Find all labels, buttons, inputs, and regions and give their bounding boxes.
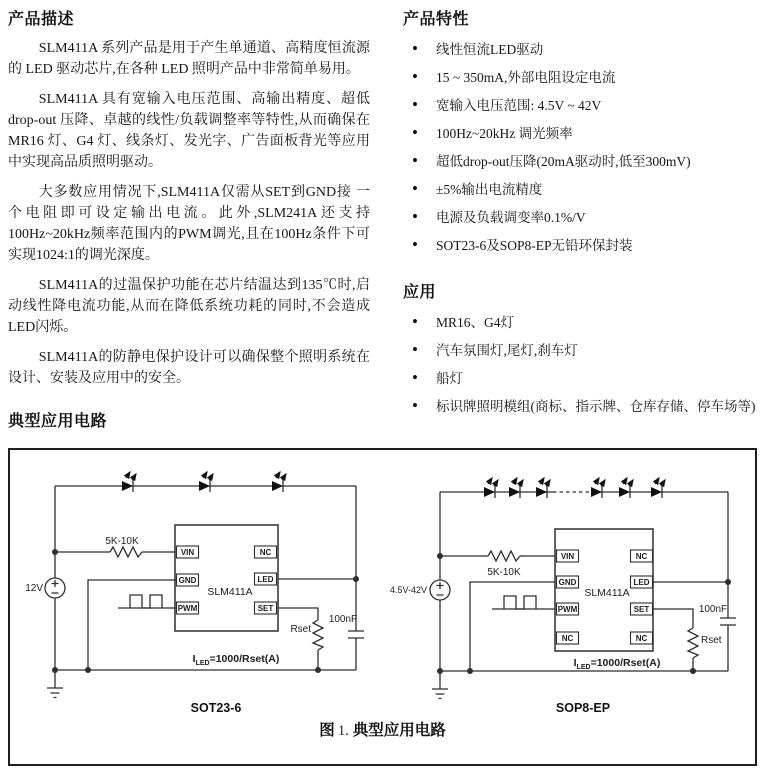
wire <box>88 580 176 670</box>
pin-label-pwm: PWM <box>177 604 198 613</box>
led-icon <box>591 478 605 498</box>
pin-label-nc: NC <box>259 548 272 557</box>
features-heading: 产品特性 <box>403 11 470 28</box>
rset-label: Rset <box>290 624 311 635</box>
junction-dot <box>437 668 443 674</box>
led-icon <box>509 478 523 498</box>
feature-item: • 宽输入电压范围: 4.5V ~ 42V <box>403 96 757 116</box>
ground-icon <box>47 670 63 698</box>
application-item: • 汽车氛围灯,尾灯,刹车灯 <box>403 341 757 361</box>
junction-dot <box>690 668 696 674</box>
pwm-waveform-icon <box>130 595 162 608</box>
description-paragraph-4: SLM411A的过温保护功能在芯片结温达到135℃时,启动线性降电流功能,从而在降低系统功耗的同时,不会造成LED闪烁。 <box>8 278 370 335</box>
description-paragraph-1: SLM411A 系列产品是用于产生单通道、高精度恒流源的 LED 驱动芯片,在各种 LED 照明产品中非常简单易用。 <box>8 41 370 77</box>
pin-label-pwm: PWM <box>557 605 578 614</box>
feature-item: • 线性恒流LED驱动 <box>403 40 757 60</box>
input-resistor-icon <box>440 551 555 561</box>
figure-panel <box>8 448 757 766</box>
led-icon <box>651 478 665 498</box>
pin-label-set: SET <box>633 605 650 614</box>
feature-item: • SOT23-6及SOP8-EP无铅环保封装 <box>403 236 757 256</box>
pin-label-vin: VIN <box>560 552 575 561</box>
figure-caption <box>10 718 755 740</box>
applications-heading: 应用 <box>403 283 437 301</box>
pin-label-gnd: GND <box>178 576 197 585</box>
product-description-section <box>8 6 370 430</box>
led-icon <box>272 472 286 492</box>
description-paragraph-5: SLM411A的防静电保护设计可以确保整个照明系统在设计、安装及应用中的安全。 <box>8 350 370 386</box>
led-icon <box>619 478 633 498</box>
rset-resistor-icon <box>688 628 698 671</box>
wire <box>278 608 318 620</box>
pin-label-led: LED <box>257 575 274 584</box>
pin-label-gnd: GND <box>558 578 577 587</box>
input-resistor-icon <box>55 547 176 557</box>
pin-label-nc: NC <box>635 634 648 643</box>
description-paragraph-2: SLM411A 具有宽输入电压范围、高输出精度、超低 drop-out 压降、卓越的线性/负载调整率等特性,从而确保在 MR16 灯、G4 灯、线条灯、发光字、广告面板背光等应用中实现高品质照明驱动。 <box>8 92 370 170</box>
input-resistor-label: 5K-10K <box>487 567 521 578</box>
figure-caption-title: 典型应用电路 <box>352 722 446 739</box>
led-icon <box>536 478 550 498</box>
led-icon <box>122 472 136 492</box>
feature-item: • 100Hz~20kHz 调光频率 <box>403 124 757 144</box>
capacitor-icon <box>720 618 736 625</box>
junction-dot <box>437 553 443 559</box>
pin-label-set: SET <box>257 604 274 613</box>
application-item: • 船灯 <box>403 369 757 389</box>
pin-label-nc: NC <box>635 552 648 561</box>
features-section <box>403 6 757 425</box>
junction-dot <box>353 576 359 582</box>
circuit-sot23-6 <box>25 472 364 715</box>
input-resistor-label: 5K-10K <box>105 536 139 547</box>
circuit-diagram <box>10 450 755 762</box>
description-paragraph-3: 大多数应用情况下,SLM411A仅需从SET到GND接 一个电阻即可设定输出电流。此外,SLM241A还支持100Hz~20kHz频率范围内的PWM调光,且在100Hz条件下可实现1024:1的调光深度。 <box>8 185 370 263</box>
capacitor-label: 100nF <box>328 614 358 625</box>
wire <box>55 486 356 670</box>
rset-label: Rset <box>701 635 722 646</box>
rset-resistor-icon <box>313 620 323 670</box>
applications-list <box>403 313 757 417</box>
wire <box>470 582 555 671</box>
voltage-source-icon <box>45 578 65 598</box>
junction-dot <box>315 667 321 673</box>
application-item: • MR16、G4灯 <box>403 313 757 333</box>
feature-item: • 15 ~ 350mA,外部电阻设定电流 <box>403 68 757 88</box>
product-description-heading: 产品描述 <box>8 11 75 28</box>
package-label: SOT23-6 <box>190 701 242 715</box>
junction-dot <box>52 667 58 673</box>
source-voltage-label: 12V <box>25 583 43 594</box>
junction-dot <box>467 668 473 674</box>
capacitor-icon <box>348 631 364 638</box>
junction-dot <box>725 579 731 585</box>
junction-dot <box>85 667 91 673</box>
ground-icon <box>432 671 448 699</box>
source-voltage-label: 4.5V-42V <box>389 585 427 595</box>
feature-item: • ±5%输出电流精度 <box>403 180 757 200</box>
chip-label: SLM411A <box>207 586 253 598</box>
voltage-source-icon <box>430 580 450 600</box>
pin-label-vin: VIN <box>180 548 195 557</box>
feature-item: • 超低drop-out压降(20mA驱动时,低至300mV) <box>403 152 757 172</box>
typical-application-heading: 典型应用电路 <box>8 413 108 430</box>
capacitor-label: 100nF <box>698 604 728 615</box>
pin-label-nc: NC <box>561 634 574 643</box>
led-icon <box>484 478 498 498</box>
wire <box>653 609 693 628</box>
circuit-sop8-ep <box>390 478 736 715</box>
pin-label-led: LED <box>633 578 650 587</box>
figure-caption-number: 1. <box>337 723 349 739</box>
pwm-waveform-icon <box>504 596 536 609</box>
led-icon <box>199 472 213 492</box>
figure-caption-prefix: 图 <box>319 722 335 739</box>
package-label: SOP8-EP <box>555 701 611 715</box>
led-current-formula: $I_{LED}=1000/Rset(A)$ <box>573 657 661 671</box>
led-current-formula: $I_{LED}=1000/Rset(A)$ <box>192 653 280 667</box>
junction-dot <box>52 549 58 555</box>
chip-label: SLM411A <box>584 587 630 599</box>
application-item: • 标识牌照明模组(商标、指示牌、仓库存储、停车场等) <box>403 397 757 417</box>
feature-item: • 电源及负载调变率0.1%/V <box>403 208 757 228</box>
features-list <box>403 40 757 256</box>
